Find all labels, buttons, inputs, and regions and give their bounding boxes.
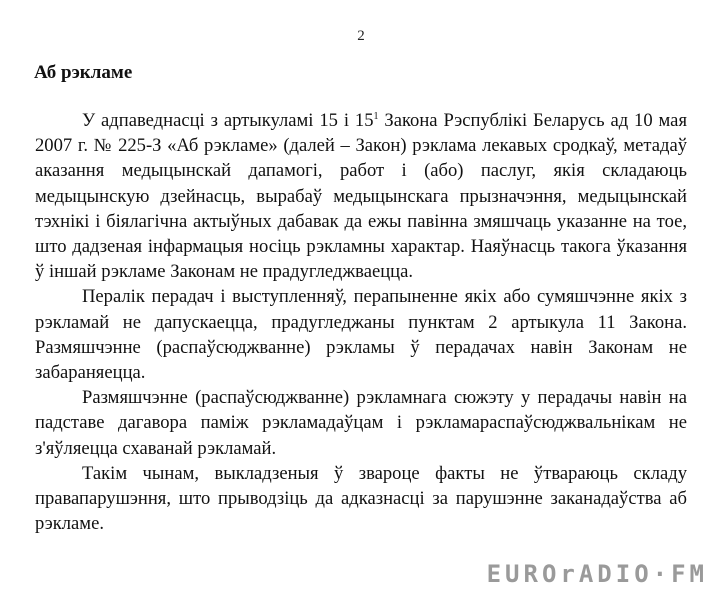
paragraph-1-text: У адпаведнасці з артыкуламі 15 і 15 <box>82 110 374 131</box>
paragraph-1-text-rest: Закона Рэспублікі Беларусь ад 10 мая 2007 г. № 225-З «Аб рэкламе» (далей – Закон) рэклама лекавых сродкаў, метадаў аказання медыцынскай дапамогі, работ і (або) паслуг, якія складаюць медыцынскую дзейнасць, вырабаў медыцынскага прызначэння, медыцынскай тэхнікі і біялагічна актыўных дабавак да ежы павінна змяшчаць указанне на тое, што дадзеная інфармацыя носіць рэкламны характар. Наяўнасць такога ўказання ў іншай рэкламе Законам не прадугледжваецца. <box>35 110 687 283</box>
document-heading: Аб рэкламе <box>34 62 133 83</box>
document-body <box>35 108 687 536</box>
paragraph-4: Такім чынам, выкладзеныя ў звароце факты не ўтвараюць складу правапарушэння, што прыводзіць да адказнасці за парушэнне заканадаўства аб рэкламе. <box>35 462 687 535</box>
page-number: 2 <box>357 28 365 44</box>
euroradio-watermark: EUROrADIO·FM <box>486 560 708 588</box>
paragraph-1 <box>35 108 687 284</box>
paragraph-2: Пералік перадач і выступленняў, перапыненне якіх або сумяшчэнне якіх з рэкламай не дапускаецца, прадугледжаны пунктам 2 артыкула 11 Закона. Размяшчэнне (распаўсюджванне) рэкламы ў перадачах навін Законам не забараняецца. <box>35 286 687 384</box>
paragraph-3: Размяшчэнне (распаўсюджванне) рэкламнага сюжэту у перадачы навін на падставе дагавора паміж рэкламадаўцам і рэкламараспаўсюджвальнікам не з'яўляецца схаванай рэкламай. <box>35 387 687 459</box>
superscript-index: 1 <box>373 111 379 122</box>
